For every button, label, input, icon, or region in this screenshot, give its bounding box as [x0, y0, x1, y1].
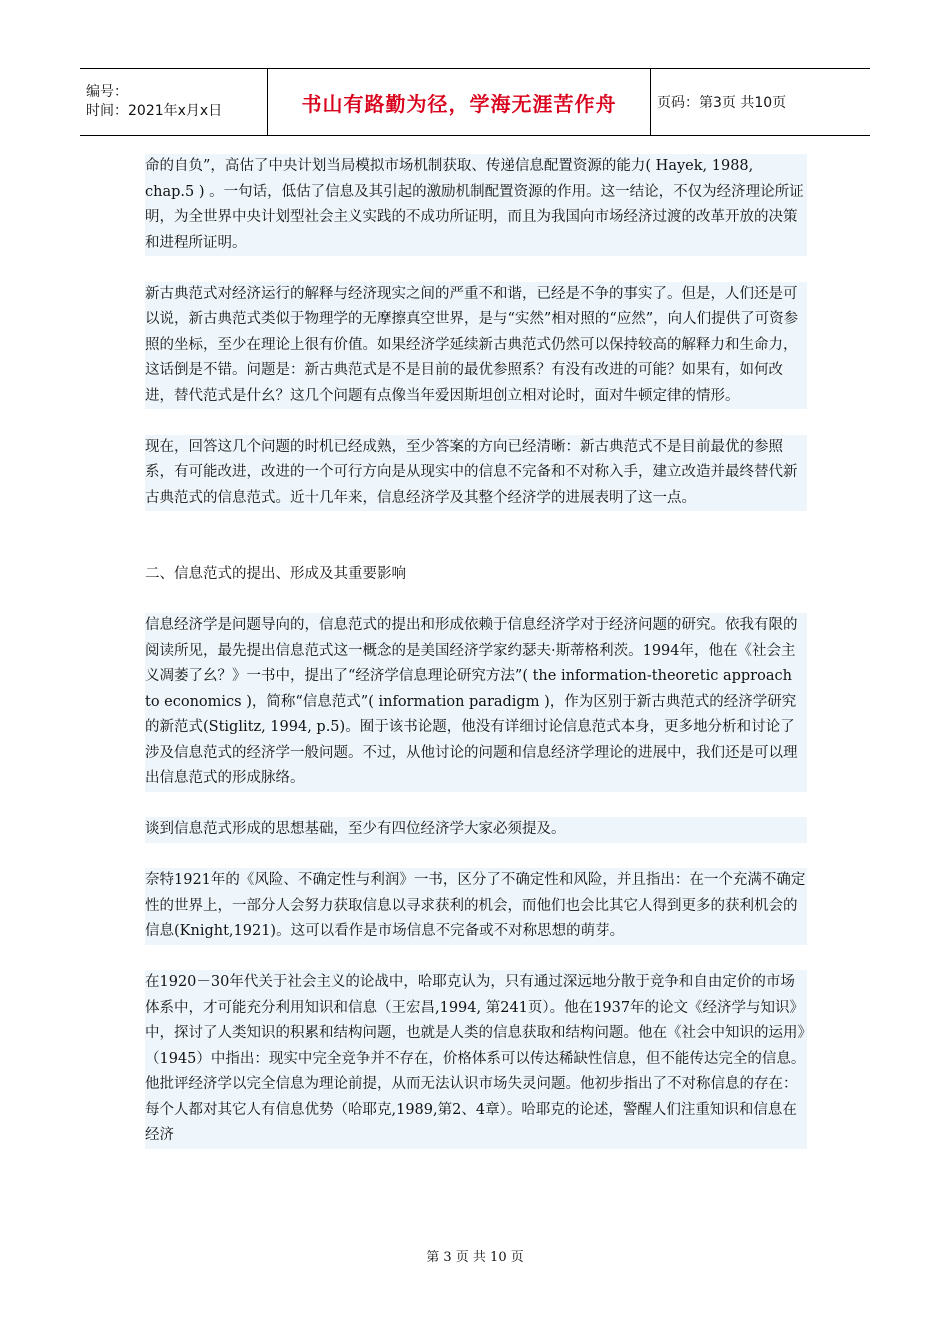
paragraph: 在1920－30年代关于社会主义的论战中，哈耶克认为，只有通过深远地分散于竞争和自由定价的市场体系中，才可能充分利用知识和信息（王宏昌,1994, 第241页）。他在1937年的论文《经济学与知识》中，探讨了人类知识的积累和结构问题，也就是人类的信息获取和结构问题。他在《社会中知识的运用》（1945）中指出：现实中完全竞争并不存在，价格体系可以传达稀缺性信息，但不能传达完全的信息。他批评经济学以完全信息为理论前提，从而无法认识市场失灵问题。他初步指出了不对称信息的存在：每个人都对其它人有信息优势（哈耶克,1989,第2、4章）。哈耶克的论述，警醒人们注重知识和信息在经济: [145, 970, 807, 1149]
header-motto: 书山有路勤为径，学海无涯苦作舟: [268, 69, 651, 136]
header-page-info: 页码：第3页 共10页: [651, 69, 871, 136]
section-heading: 二、信息范式的提出、形成及其重要影响: [145, 562, 807, 588]
serial-label: 编号：: [86, 84, 128, 100]
paragraph: 新古典范式对经济运行的解释与经济现实之间的严重不和谐，已经是不争的事实了。但是，人们还是可以说，新古典范式类似于物理学的无摩擦真空世界，是与“实然”相对照的“应然”，向人们提供了可资参照的坐标，至少在理论上很有价值。如果经济学延续新古典范式仍然可以保持较高的解释力和生命力，这话倒是不错。问题是：新古典范式是不是目前的最优参照系？有没有改进的可能？如果有，如何改进，替代范式是什幺？这几个问题有点像当年爱因斯坦创立相对论时，面对牛顿定律的情形。: [145, 282, 807, 410]
page-header: [80, 68, 870, 136]
paragraph: 谈到信息范式形成的思想基础，至少有四位经济学大家必须提及。: [145, 817, 807, 843]
document-body: [145, 154, 807, 1174]
paragraph: 命的自负”，高估了中央计划当局模拟市场机制获取、传递信息配置资源的能力( Hayek, 1988, chap.5 ) 。一句话，低估了信息及其引起的激励机制配置资源的作用。这一结论，不仅为经济理论所证明，为全世界中央计划型社会主义实践的不成功所证明，而且为我国向市场经济过渡的改革开放的决策和进程所证明。: [145, 154, 807, 256]
paragraph: 奈特1921年的《风险、不确定性与利润》一书，区分了不确定性和风险，并且指出：在一个充满不确定性的世界上，一部分人会努力获取信息以寻求获利的机会，而他们也会比其它人得到更多的获利机会的信息(Knight,1921)。这可以看作是市场信息不完备或不对称思想的萌芽。: [145, 868, 807, 945]
paragraph: 信息经济学是问题导向的，信息范式的提出和形成依赖于信息经济学对于经济问题的研究。依我有限的阅读所见，最先提出信息范式这一概念的是美国经济学家约瑟夫·斯蒂格利茨。1994年，他在《社会主义凋萎了幺？》一书中，提出了“经济学信息理论研究方法”( the information-theoretic approach to economics )，简称“信息范式”( information paradigm )，作为区别于新古典范式的经济学研究的新范式(Stiglitz, 1994, p.5)。囿于该书论题，他没有详细讨论信息范式本身，更多地分析和讨论了涉及信息范式的经济学一般问题。不过，从他讨论的问题和信息经济学理论的进展中，我们还是可以理出信息范式的形成脉络。: [145, 613, 807, 792]
paragraph: 现在，回答这几个问题的时机已经成熟，至少答案的方向已经清晰：新古典范式不是目前最优的参照系，有可能改进，改进的一个可行方向是从现实中的信息不完备和不对称入手，建立改造并最终替代新古典范式的信息范式。近十几年来，信息经济学及其整个经济学的进展表明了这一点。: [145, 435, 807, 512]
date-line: 时间：2021年x月x日: [86, 103, 223, 119]
header-left-cell: [80, 69, 268, 136]
page-footer: 第 3 页 共 10 页: [426, 1250, 524, 1265]
